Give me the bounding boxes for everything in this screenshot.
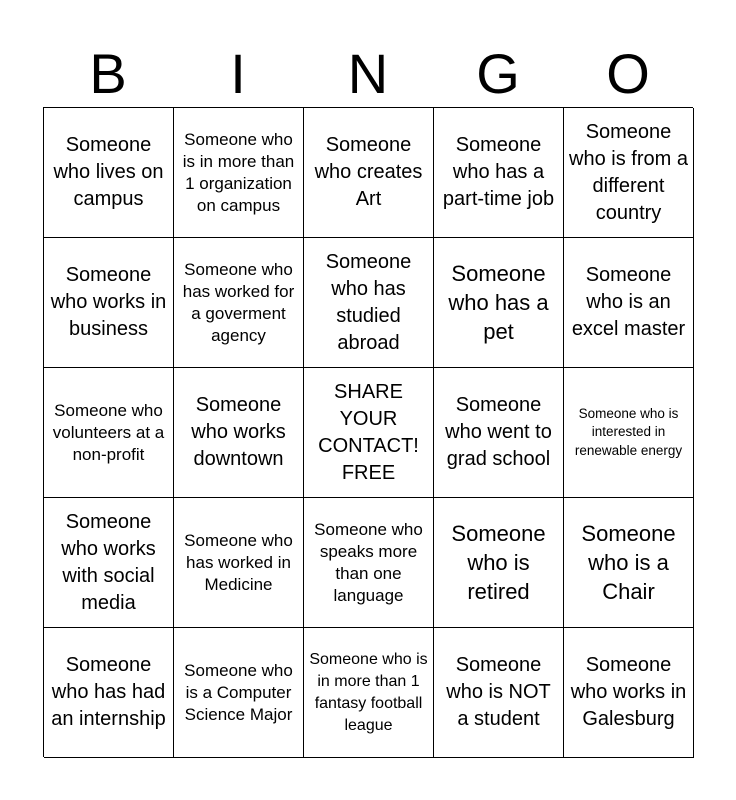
bingo-cell-text: Someone who volunteers at a non-profit [52,400,165,464]
bingo-cell-text: Someone who is a Chair [581,521,676,604]
free-space-text: SHARE YOUR CONTACT! FREE [318,380,419,484]
bingo-cell-text: Someone who has a part-time job [442,134,555,210]
bingo-cell-text: Someone who is from a different country [569,120,688,224]
bingo-cell-text: Someone who went to grad school [445,394,552,470]
bingo-cell-free[interactable] [304,368,434,498]
bingo-cell[interactable] [174,238,304,368]
bingo-cell-text: Someone who is interested in renewable energy [574,405,683,458]
bingo-cell[interactable] [174,628,304,758]
bingo-cell[interactable] [44,108,174,238]
bingo-header [43,40,693,108]
bingo-cell-text: Someone who works downtown [191,394,286,470]
header-letter-n: N [347,42,389,105]
header-letter-o: O [606,42,650,105]
bingo-cell-text: Someone who is in more than 1 organization on campus [182,129,295,215]
bingo-cell[interactable] [304,628,434,758]
bingo-cell[interactable] [564,368,694,498]
bingo-cell[interactable] [44,238,174,368]
bingo-cell[interactable] [434,238,564,368]
bingo-cell-text: Someone who is a Computer Science Major [184,660,293,724]
bingo-cell[interactable] [304,498,434,628]
bingo-cell[interactable] [44,628,174,758]
header-letter-b: B [89,42,127,105]
header-letter-g: G [476,42,520,105]
bingo-cell-text: Someone who creates Art [314,134,423,210]
bingo-cell[interactable] [174,108,304,238]
bingo-cell-text: Someone who has worked for a goverment agency [182,259,295,345]
bingo-cell-text: Someone who has had an internship [51,654,166,730]
bingo-cell[interactable] [434,498,564,628]
bingo-cell-text: Someone who is in more than 1 fantasy football league [309,650,428,734]
bingo-cell-text: Someone who has worked in Medicine [184,530,293,594]
bingo-cell[interactable] [564,498,694,628]
bingo-cell-text: Someone who is an excel master [571,264,686,340]
bingo-board [43,107,693,757]
bingo-cell[interactable] [174,498,304,628]
bingo-cell-text: Someone who has a pet [448,261,549,344]
bingo-cell[interactable] [564,108,694,238]
bingo-cell[interactable] [564,238,694,368]
bingo-cell-text: Someone who works in Galesburg [570,654,687,730]
bingo-cell-text: Someone who is NOT a student [446,654,551,730]
bingo-cell[interactable] [434,628,564,758]
bingo-cell[interactable] [434,108,564,238]
bingo-cell[interactable] [304,108,434,238]
bingo-cell[interactable] [304,238,434,368]
bingo-cell-text: Someone who is retired [451,521,546,604]
bingo-cell[interactable] [564,628,694,758]
bingo-cell[interactable] [44,498,174,628]
bingo-cell-text: Someone who has studied abroad [325,250,412,354]
bingo-cell-text: Someone who works with social media [61,510,156,614]
bingo-cell[interactable] [174,368,304,498]
bingo-cell-text: Someone who works in business [50,264,167,340]
bingo-cell-text: Someone who lives on campus [53,134,164,210]
bingo-cell[interactable] [434,368,564,498]
bingo-cell[interactable] [44,368,174,498]
bingo-cell-text: Someone who speaks more than one language [314,519,423,605]
header-letter-i: I [230,42,246,105]
